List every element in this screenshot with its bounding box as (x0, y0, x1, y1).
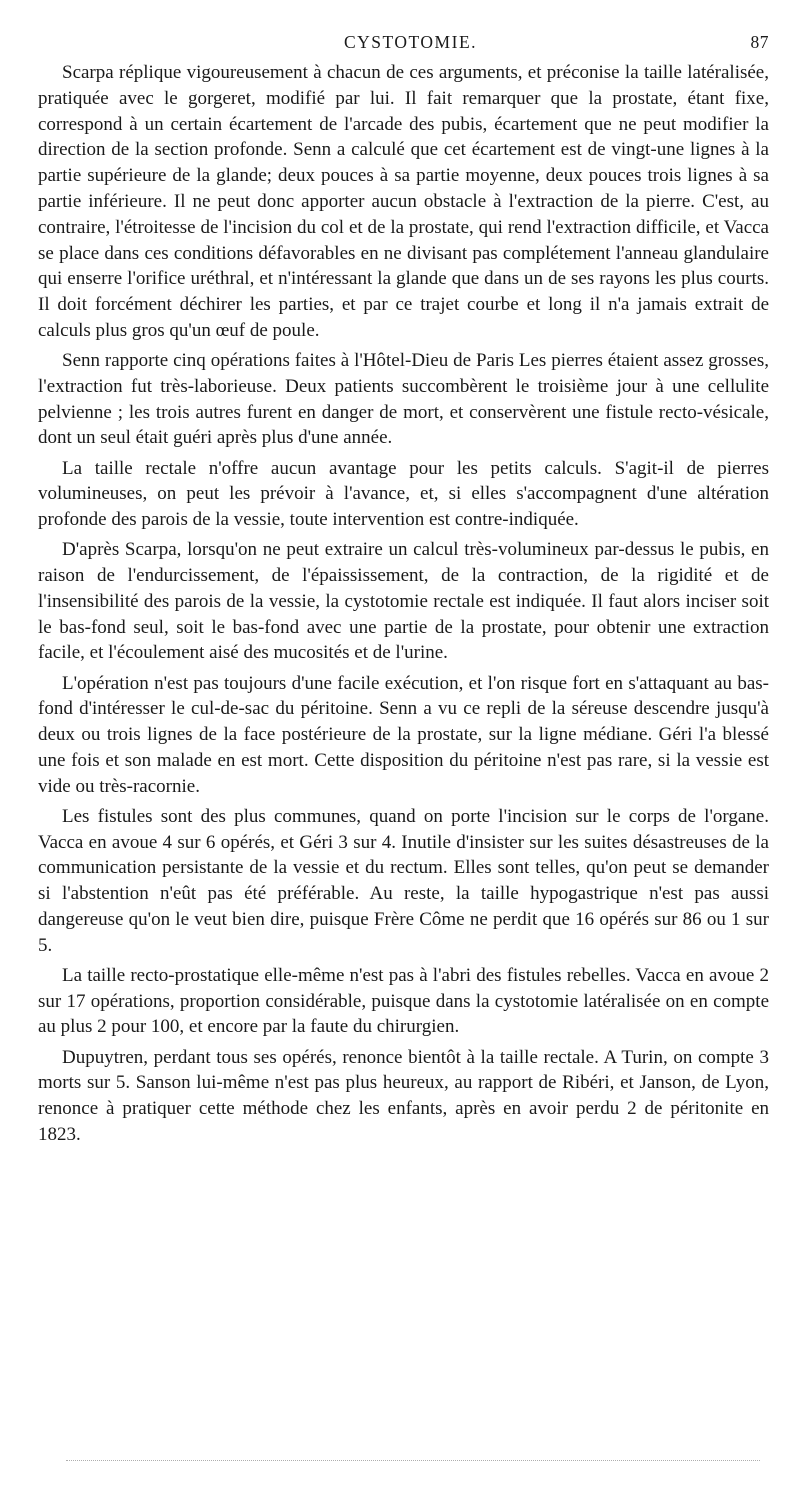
paragraph-7: La taille recto-prostatique elle-même n'est pas à l'abri des fistules rebelles. Vacca en avoue 2 sur 17 opérations, proportion considérable, puisque dans la cystotomie latéralisée on en compte au plus 2 pour 100, et encore par la faute du chirurgien. (38, 964, 769, 1038)
paragraph-1: Scarpa réplique vigoureusement à chacun de ces arguments, et préconise la taille latéralisée, pratiquée avec le gorgeret, modifié par lui. Il fait remarquer que la prostate, étant fixe, correspond à un certain écartement de l'arcade des pubis, écartement que ne peut modifier la direction de la section profonde. Senn a calculé que cet écartement est de vingt-une lignes à la partie supérieure de la glande; deux pouces à sa partie moyenne, deux pouces trois lignes à sa partie inférieure. Il ne peut donc apporter aucun obstacle à l'extraction de la pierre. C'est, au contraire, l'étroitesse de l'incision du col et de la prostate, qui rend l'extraction difficile, et Vacca se place dans ces conditions défavorables en ne divisant pas complétement l'anneau glandulaire qui enserre l'orifice uréthral, et n'intéressant la glande que dans un de ses rayons les plus courts. Il doit forcément déchirer les parties, et par ce trajet courbe et long il n'a jamais extrait de calculs plus gros qu'un œuf de poule. (38, 62, 769, 341)
paragraph-6: Les fistules sont des plus communes, quand on porte l'incision sur le corps de l'organe. Vacca en avoue 4 sur 6 opérés, et Géri 3 sur 4. Inutile d'insister sur les suites désastreuses de la communication persistante de la vessie et du rectum. Elles sont telles, qu'on peut se demander si l'abstention n'eût pas été préférable. Au reste, la taille hypogastrique n'est pas aussi dangereuse qu'on le veut bien dire, puisque Frère Côme ne perdit que 16 opérés sur 86 ou 1 sur 5. (38, 805, 769, 956)
paragraph-4: D'après Scarpa, lorsqu'on ne peut extraire un calcul très-volumineux par-dessus le pubis, en raison de l'endurcissement, de l'épaississement, de la contraction, de la rigidité et de l'insensibilité des parois de la vessie, la cystotomie rectale est indiquée. Il faut alors inciser soit le bas-fond seul, soit le bas-fond avec une partie de la prostate, pour obtenir une extraction facile, et l'écoulement aisé des mucosités et de l'urine. (38, 539, 769, 664)
paragraph-5: L'opération n'est pas toujours d'une facile exécution, et l'on risque fort en s'attaquant au bas-fond d'intéresser le cul-de-sac du péritoine. Senn a vu ce repli de la séreuse descendre jusqu'à deux ou trois lignes de la face postérieure de la prostate, sur la ligne médiane. Géri l'a blessé une fois et son malade en est mort. Cette disposition du péritoine n'est pas rare, si la vessie est vide ou très-racornie. (38, 672, 769, 797)
paragraph-2: Senn rapporte cinq opérations faites à l'Hôtel-Dieu de Paris Les pierres étaient assez grosses, l'extraction fut très-laborieuse. Deux patients succombèrent le troisième jour à une cellulite pelvienne ; les trois autres furent en danger de mort, et conservèrent une fistule recto-vésicale, dont un seul était guéri après plus d'une année. (38, 350, 769, 449)
body-text (38, 60, 769, 1148)
running-head (38, 30, 769, 60)
paragraph-3: La taille rectale n'offre aucun avantage pour les petits calculs. S'agit-il de pierres volumineuses, on peut les prévoir à l'avance, et, si elles s'accompagnent d'une altération profonde des parois de la vessie, toute intervention est contre-indiquée. (38, 457, 769, 531)
page-number: 87 (750, 32, 769, 52)
paragraph-8: Dupuytren, perdant tous ses opérés, renonce bientôt à la taille rectale. A Turin, on compte 3 morts sur 5. Sanson lui-même n'est pas plus heureux, au rapport de Ribéri, et Janson, de Lyon, renonce à pratiquer cette méthode chez les enfants, après en avoir perdu 2 de péritonite en 1823. (38, 1046, 769, 1145)
running-title: CYSTOTOMIE. (343, 32, 478, 52)
faded-footer-line (66, 1460, 760, 1461)
